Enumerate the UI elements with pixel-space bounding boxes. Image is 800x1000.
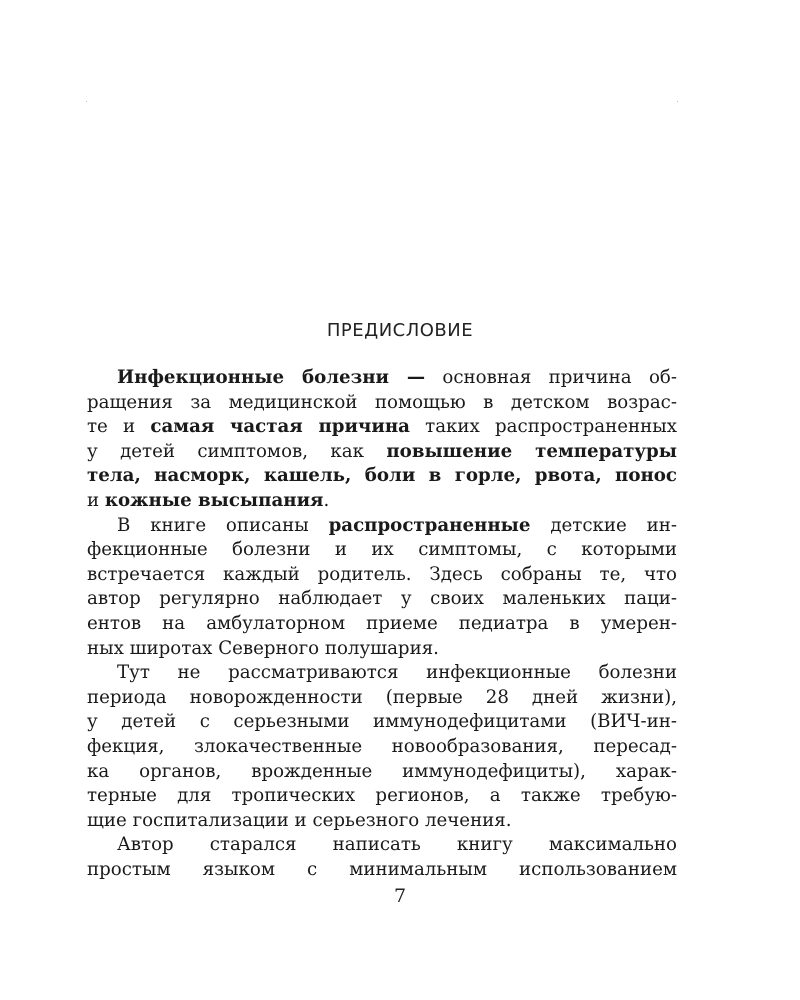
- paragraph-line: фекционные болезни и их симптомы, с которыми: [87, 539, 677, 561]
- paragraph-line: терные для тропических регионов, а также требую-: [87, 785, 677, 807]
- paragraph-line: тела, насморк, кашель, боли в горле, рвота, понос: [87, 465, 677, 487]
- crop-mark-right: [677, 101, 678, 102]
- paragraph-4: [87, 833, 677, 882]
- crop-mark-left: [86, 101, 87, 102]
- paragraph-line: щие госпитализации и серьезного лечения.: [87, 809, 512, 831]
- chapter-title: ПРЕДИСЛОВИЕ: [326, 320, 474, 341]
- paragraph-1: [87, 366, 677, 514]
- paragraph-line: и кожные высыпания.: [87, 489, 330, 511]
- paragraph-line: ентов на амбулаторном приеме педиатра в умерен-: [87, 612, 677, 634]
- paragraph-line: у детей с серьезными иммунодефицитами (ВИЧ-ин-: [87, 711, 677, 733]
- paragraph-line: периода новорожденности (первые 28 дней жизни),: [87, 686, 677, 708]
- paragraph-2: [87, 514, 677, 662]
- paragraph-line: Тут не рассматриваются инфекционные болезни: [117, 662, 677, 684]
- paragraph-line: фекция, злокачественные новообразования, пересад-: [87, 735, 677, 757]
- page-number: 7: [393, 885, 407, 907]
- paragraph-line: ных широтах Северного полушария.: [87, 637, 439, 659]
- paragraph-line: Инфекционные болезни — основная причина об-: [117, 367, 677, 388]
- paragraph-line: автор регулярно наблюдает у своих маленьких паци-: [87, 588, 677, 610]
- paragraph-line: простым языком с минимальным использованием: [87, 858, 677, 880]
- paragraph-line: те и самая частая причина таких распространенных: [87, 416, 678, 438]
- paragraph-line: В книге описаны распространенные детские ин-: [117, 514, 677, 536]
- paragraph-line: у детей симптомов, как повышение температуры: [87, 440, 677, 462]
- paragraph-line: Автор старался написать книгу максимально: [117, 834, 677, 856]
- paragraph-line: встречается каждый родитель. Здесь собраны те, что: [87, 563, 677, 585]
- body-text: [87, 366, 677, 882]
- paragraph-line: ка органов, врожденные иммунодефициты), харак-: [87, 760, 677, 782]
- paragraph-line: ращения за медицинской помощью в детском возрас-: [87, 391, 677, 413]
- paragraph-3: [87, 661, 677, 833]
